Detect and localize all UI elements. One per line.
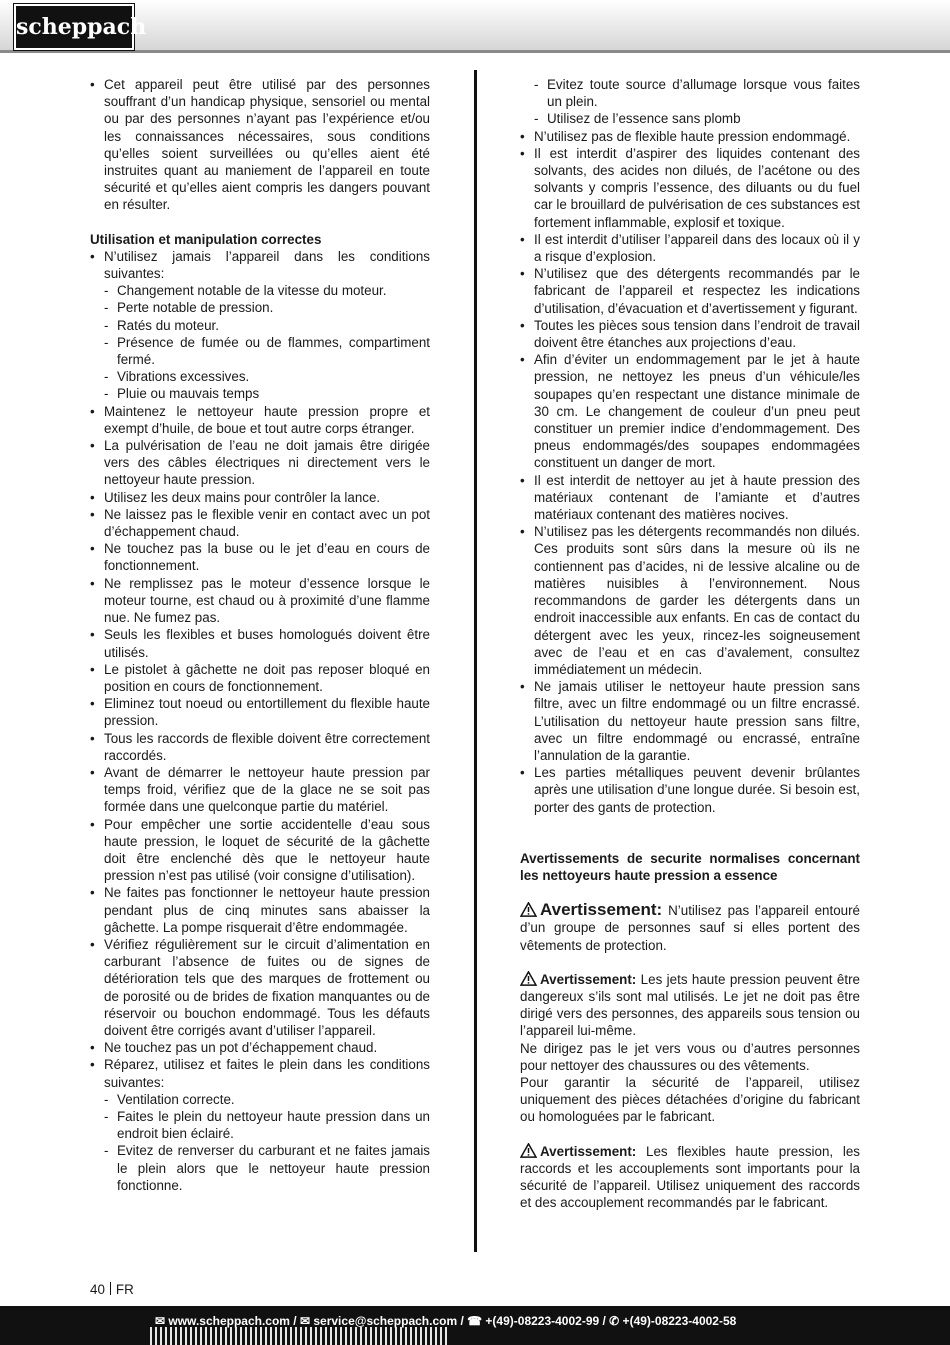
page-header [0,0,950,53]
dash-item: - Changement notable de la vitesse du moteur. [90,282,430,299]
dash-item: - Ratés du moteur. [90,317,430,334]
list-item: • Ne jamais utiliser le nettoyeur haute pression sans filtre, avec un filtre endommagé ou un filtre encrassé. L’utilisation du nettoyeur haute pression sans filtre, avec un filtre endommagé ou encrassé, entraîne l’annulation de la garantie. [520,678,860,764]
warning-text: Les flexibles haute pression, les raccords et les accouplements sont importants pour la sécurité de l’appareil. Utilisez uniquement des raccords et des accouplement recommandés par le fabricant. [520,1143,860,1211]
list-item: • Ne touchez pas un pot d’échappement chaud. [90,1039,430,1056]
warning-paragraph [520,901,860,954]
list-item: • Utilisez les deux mains pour contrôler la lance. [90,489,430,506]
list-item: • Il est interdit de nettoyer au jet à haute pression des matériaux contenant de l’amiante et d’autres matériaux contenant des matières nocives. [520,472,860,524]
list-item: • Ne faites pas fonctionner le nettoyeur haute pression pendant plus de cinq minutes sans abaisser la gâchette. La pompe risquerait d’être endommagée. [90,884,430,936]
list-item: • Le pistolet à gâchette ne doit pas reposer bloqué en position en cours de fonctionnement. [90,661,430,695]
list-item: • Seuls les flexibles et buses homologués doivent être utilisés. [90,626,430,660]
warning-icon [520,971,537,986]
list-item: • Afin d’éviter un endommagement par le jet à haute pression, ne nettoyez les pneus d’un véhicule/les soupapes qu’en respectant une distance minimale de 30 cm. Le changement de couleur d’un pneu peut constituer un premier indice d’endommagement. Des pneus endommagés/des soupapes endommagées constituent un danger de mort. [520,351,860,471]
list-item: • Toutes les pièces sous tension dans l’endroit de travail doivent être étanches aux projections d’eau. [520,317,860,351]
list-item: • N’utilisez jamais l’appareil dans les conditions suivantes: [90,248,430,282]
footer-pattern [150,1327,450,1345]
scheppach-logo: scheppach [14,4,134,50]
dash-item: - Evitez de renverser du carburant et ne faites jamais le plein alors que le nettoyeur haute pression fonctionne. [90,1142,430,1194]
list-item: • Avant de démarrer le nettoyeur haute pression par temps froid, vérifiez que de la glace ne se soit pas formée dans une quelconque partie du matériel. [90,764,430,816]
list-item: • Pour empêcher une sortie accidentelle d’eau sous haute pression, le loquet de sécurité de la gâchette doit être enclenché dès que le nettoyeur haute pression n’est pas utilisé (voir consigne d’utilisation). [90,816,430,885]
list-item: • Ne touchez pas la buse ou le jet d’eau en cours de fonctionnement. [90,540,430,574]
dash-item: - Evitez toute source d’allumage lorsque vous faites un plein. [520,76,860,110]
left-column [90,76,430,1194]
dash-item: - Ventilation correcte. [90,1091,430,1108]
page-number-value: 40 [90,1282,105,1297]
list-item: • Réparez, utilisez et faites le plein dans les conditions suivantes: [90,1056,430,1090]
dash-item: - Perte notable de pression. [90,299,430,316]
warning-icon [520,902,537,917]
warning-paragraph [520,971,860,1040]
warning-text: N’utilisez pas l’appareil entouré d’un groupe de personnes sauf si elles portent des vêtements de protection. [520,903,860,953]
list-item: • Ne remplissez pas le moteur d’essence lorsque le moteur tourne, est chaud ou à proximité d’une flamme nue. Ne fumez pas. [90,575,430,627]
list-item: • N’utilisez que des détergents recommandés par le fabricant de l’appareil et respectez les indications d’utilisation, d’évacuation et d’avertissement y figurant. [520,265,860,317]
warning-label: Avertissement: [540,1143,637,1159]
list-item: • Les parties métalliques peuvent devenir brûlantes après une utilisation d’une longue durée. Si besoin est, porter des gants de protection. [520,764,860,816]
list-item: • Vérifiez régulièrement sur le circuit d’alimentation en carburant l’absence de fuites ou de signes de détérioration tels que des marques de frottement ou de porosité ou de brides de fixation manquantes ou de réservoir ou bouchon endommagé. Tous les défauts doivent être corrigés avant d’utiliser l’appareil. [90,936,430,1039]
list-item: • N’utilisez pas les détergents recommandés non dilués. Ces produits sont sûrs dans la mesure où ils ne contiennent pas d’acides, ni de lessive alcaline ou de matières nuisibles à l’environnement. Nous recommandons de garder les détergents dans un endroit inaccessible aux enfants. En cas de contact du détergent avec les yeux, rincez-les soigneusement avec de l’eau et en cas d’avalement, consultez immédiatement un médecin. [520,523,860,678]
section-heading: Avertissements de securite normalises concernant les nettoyeurs haute pression a essence [520,850,860,883]
list-item: • Maintenez le nettoyeur haute pression propre et exempt d’huile, de boue et tout autre corps étranger. [90,403,430,437]
list-item: • Ne laissez pas le flexible venir en contact avec un pot d’échappement chaud. [90,506,430,540]
list-item: • Tous les raccords de flexible doivent être correctement raccordés. [90,730,430,764]
warning-paragraph [520,1143,860,1212]
warning-label: Avertissement: [540,900,663,920]
language-code: FR [115,1282,134,1297]
dash-item: - Vibrations excessives. [90,368,430,385]
right-column [520,76,860,1211]
list-item: • Eliminez tout noeud ou entortillement du flexible haute pression. [90,695,430,729]
dash-item: - Présence de fumée ou de flammes, compartiment fermé. [90,334,430,368]
dash-item: - Faites le plein du nettoyeur haute pression dans un endroit bien éclairé. [90,1108,430,1142]
paragraph: Pour garantir la sécurité de l’appareil, utilisez uniquement des pièces détachées d’origine du fabricant ou homologuées par le fabricant. [520,1074,860,1125]
page-number [90,1282,134,1297]
warning-text: Les jets haute pression peuvent être dangereux s’ils sont mal utilisés. Le jet ne doit pas être dirigé vers des personnes, des appareils sous tension ou l’appareil lui-même. [520,971,860,1039]
list-item: • Il est interdit d’aspirer des liquides contenant des solvants, des acides non dilués, de l’acétone ou des solvants y compris l’essence, des diluants ou du fuel car le brouillard de pulvérisation de ces substances est fortement inflammable, explosif et toxique. [520,145,860,231]
paragraph: Ne dirigez pas le jet vers vous ou d’autres personnes pour nettoyer des chaussures ou des vêtements. [520,1040,860,1073]
warning-label: Avertissement: [540,971,637,987]
list-item: • La pulvérisation de l’eau ne doit jamais être dirigée vers des câbles électriques ni directement vers le nettoyeur haute pression. [90,437,430,489]
list-item: • Il est interdit d’utiliser l’appareil dans des locaux où il y a risque d’explosion. [520,231,860,265]
column-divider [474,70,477,1252]
list-item: • N’utilisez pas de flexible haute pression endommagé. [520,128,860,145]
warning-icon [520,1143,537,1158]
dash-item: - Pluie ou mauvais temps [90,385,430,402]
list-item: • Cet appareil peut être utilisé par des personnes souffrant d’un handicap physique, sensoriel ou mental ou par des personnes n’ayant pas l’expérience et/ou les connaissances nécessaires, sous conditions qu’elles soient surveillées ou qu’elles aient été instruites quant au maniement de l’appareil en toute sécurité et qu’elles aient compris les dangers pouvant en résulter. [90,76,430,214]
dash-item: - Utilisez de l’essence sans plomb [520,110,860,127]
footer-contact: ✉ www.scheppach.com / ✉ service@scheppach.com / ☎ +(49)-08223-4002-99 / ✆ +(49)-08223-4002-58 [155,1314,737,1328]
section-heading: Utilisation et manipulation correctes [90,231,322,247]
